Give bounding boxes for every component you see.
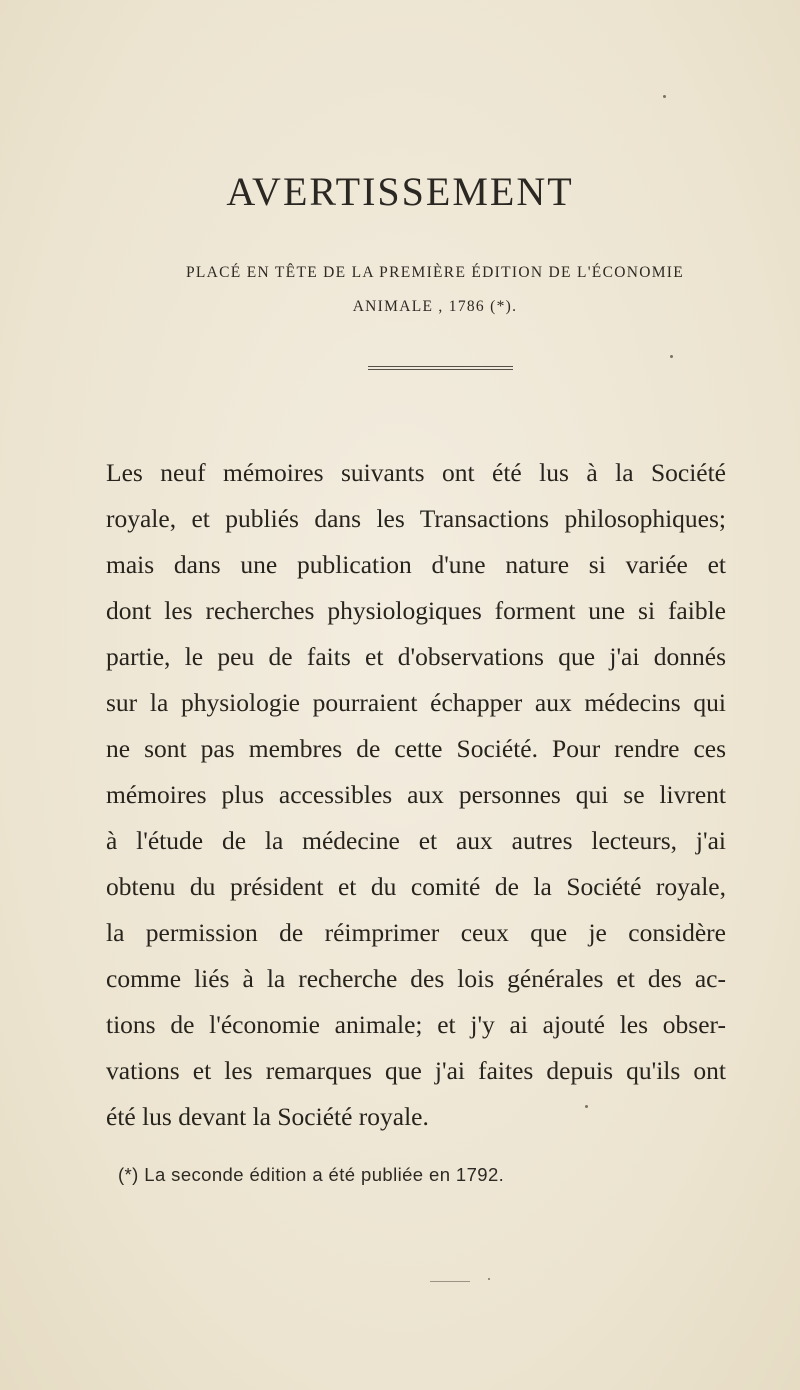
text-line: partie, le peu de faits et d'observations que j'ai donnés <box>106 642 726 671</box>
text-line: mémoires plus accessibles aux personnes qui se livrent <box>106 780 726 809</box>
text-line: comme liés à la recherche des lois générales et des ac- <box>106 964 726 993</box>
body-paragraph <box>106 450 726 1140</box>
paper-speck <box>585 1105 588 1108</box>
text-line: dont les recherches physiologiques forment une si faible <box>106 596 726 625</box>
page-subtitle <box>125 256 745 324</box>
text-line: à l'étude de la médecine et aux autres lecteurs, j'ai <box>106 826 726 855</box>
decorative-rule <box>368 366 513 372</box>
paper-speck <box>670 355 673 358</box>
paper-speck <box>488 1278 490 1280</box>
text-line: obtenu du président et du comité de la Société royale, <box>106 872 726 901</box>
text-line: vations et les remarques que j'ai faites depuis qu'ils ont <box>106 1056 726 1085</box>
text-line: la permission de réimprimer ceux que je considère <box>106 918 726 947</box>
text-line: ne sont pas membres de cette Société. Pour rendre ces <box>106 734 726 763</box>
text-line: Les neuf mémoires suivants ont été lus à la Société <box>106 458 726 487</box>
paper-speck <box>663 95 666 98</box>
text-line: été lus devant la Société royale. <box>106 1102 429 1131</box>
subtitle-line-2: ANIMALE , 1786 (*). <box>352 298 518 315</box>
text-line: royale, et publiés dans les Transactions philosophiques; <box>106 504 726 533</box>
footnote: (*) La seconde édition a été publiée en 1792. <box>118 1164 505 1185</box>
text-line: sur la physiologie pourraient échapper aux médecins qui <box>106 688 726 717</box>
text-line: tions de l'économie animale; et j'y ai ajouté les obser- <box>106 1010 726 1039</box>
subtitle-line-1: PLACÉ EN TÊTE DE LA PREMIÈRE ÉDITION DE L'ÉCONOMIE <box>185 264 684 281</box>
text-line: mais dans une publication d'une nature si variée et <box>106 550 726 579</box>
page-title: AVERTISSEMENT <box>226 169 574 214</box>
paper-mark <box>430 1281 470 1282</box>
